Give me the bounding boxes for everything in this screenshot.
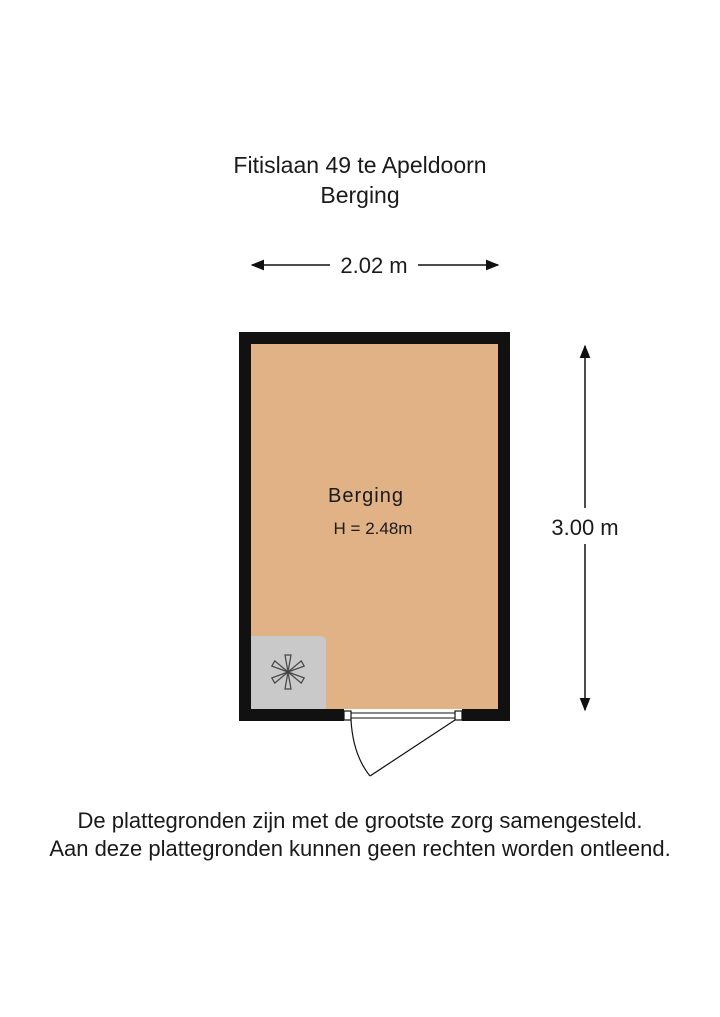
width-dimension bbox=[252, 253, 498, 278]
room-name-label: Berging bbox=[328, 485, 404, 507]
room-height-label: H = 2.48m bbox=[333, 519, 413, 538]
depth-label: 3.00 m bbox=[551, 515, 619, 540]
disclaimer-line-1: De plattegronden zijn met de grootste zorg samengesteld. bbox=[77, 808, 643, 833]
door-swing-arc bbox=[351, 720, 370, 776]
door-opening bbox=[344, 709, 462, 721]
ventilation-unit bbox=[251, 636, 326, 709]
door bbox=[344, 709, 462, 776]
disclaimer-line-2: Aan deze plattegronden kunnen geen rechten worden ontleend. bbox=[49, 836, 671, 861]
width-label: 2.02 m bbox=[340, 253, 408, 278]
depth-dimension bbox=[551, 346, 618, 710]
door-leaf bbox=[370, 720, 455, 776]
address-title: Fitislaan 49 te Apeldoorn bbox=[233, 152, 487, 178]
door-jamb-left bbox=[344, 711, 351, 720]
door-jamb-right bbox=[455, 711, 462, 720]
floor-title: Berging bbox=[320, 182, 400, 208]
